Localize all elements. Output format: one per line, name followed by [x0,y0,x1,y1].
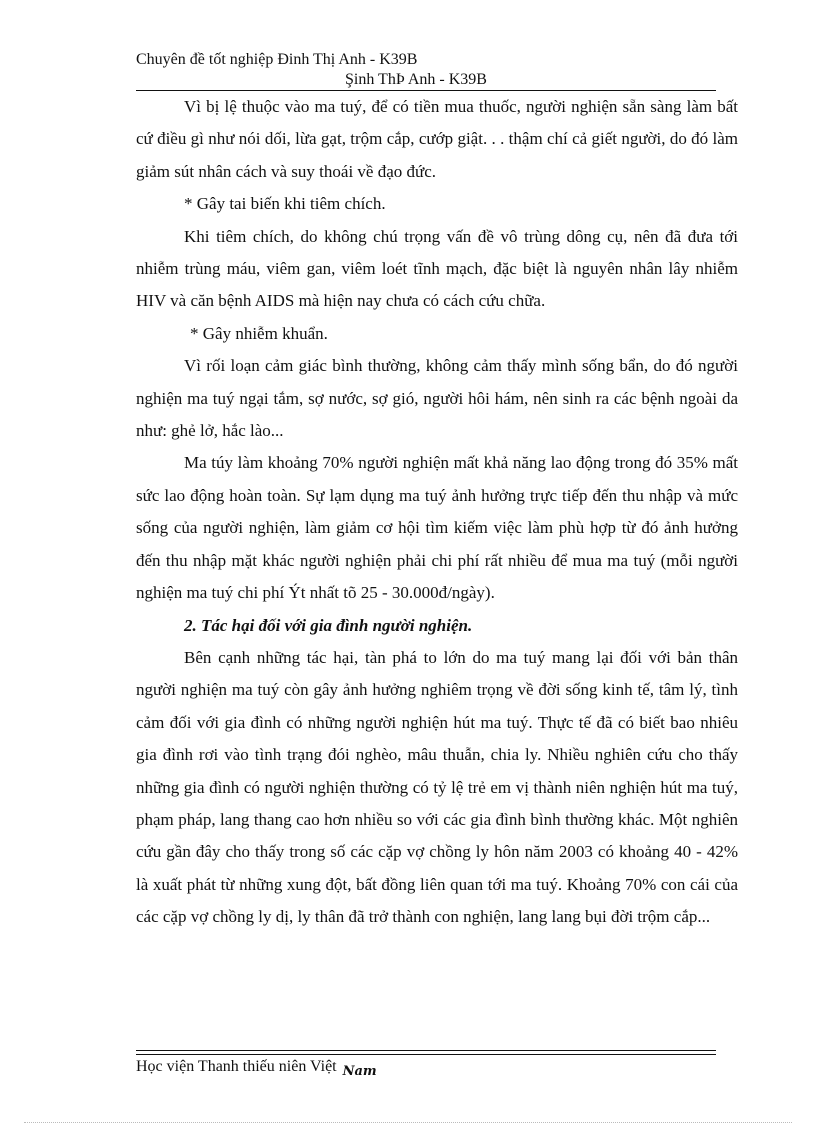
page-footer [136,1058,377,1079]
paragraph-injection: Khi tiêm chích, do không chú trọng vấn đề vô trùng dông cụ, nên đã đưa tới nhiễm trùng máu, viêm gan, viêm loét tĩnh mạch, đặc biệt là nguyên nhân lây nhiễm HIV và căn bệnh AIDS mà hiện nay chưa có cách cứu chữa. [136,226,738,311]
paragraph-family-impact: Bên cạnh những tác hại, tàn phá to lớn do ma tuý mang lại đối với bản thân người nghiện ma tuý còn gây ảnh hưởng nghiêm trọng về đời sống kinh tế, tâm lý, tình cảm đối với gia đình có những người nghiện hút ma tuý. Thực tế đã có biết bao nhiêu gia đình rơi vào tình trạng đói nghèo, mâu thuẫn, chia ly. Nhiều nghiên cứu cho thấy những gia đình có người nghiện thường có tỷ lệ trẻ em vị thành niên nghiện hút ma tuý, phạm pháp, lang thang cao hơn nhiều so với các gia đình bình thường khác. Một nghiên cứu gần đây cho thấy trong số các cặp vợ chồng ly hôn năm 2003 có khoảng 40 - 42% là xuất phát từ những xung đột, bất đồng liên quan tới ma tuý. Khoảng 70% con cái của các cặp vợ chồng ly dị, ly thân đã trở thành con nghiện, lang lang bụi đời trộm cắp... [136,647,738,927]
section-heading-family-harm: 2. Tác hại đối với gia đình người nghiện. [184,615,473,635]
header-title: Chuyên đề tốt nghiệp Đinh Thị Anh - K39B [136,51,418,68]
footer-institution: Học viện Thanh thiếu niên Việt [136,1058,337,1075]
bullet-injection-complications: * Gây tai biến khi tiêm chích. [184,194,386,214]
footer-divider [136,1050,716,1055]
paragraph-labor-loss: Ma túy làm khoảng 70% người nghiện mất khả năng lao động trong đó 35% mất sức lao động hoàn toàn. Sự lạm dụng ma tuý ảnh hưởng trực tiếp đến thu nhập và mức sống của người nghiện, làm giảm cơ hội tìm kiếm việc làm phù hợp từ đó ảnh hưởng đến thu nhập mặt khác người nghiện phải chi phí rất nhiều để mua ma tuý (mỗi người nghiện ma tuý chi phí Ýt nhất tõ 25 - 30.000đ/ngày). [136,453,738,603]
document-body [136,91,738,934]
paragraph-skin-diseases: Vì rối loạn cảm giác bình thường, không cảm thấy mình sống bẩn, do đó người nghiện ma tuý ngại tắm, sợ nước, sợ gió, người hôi hám, nên sinh ra các bệnh ngoài da như: ghẻ lở, hắc lào... [136,356,738,441]
footer-script-word: Nam [342,1064,377,1079]
bullet-infection: * Gây nhiễm khuẩn. [190,323,328,343]
header-author: Şinh ThÞ Anh - K39B [345,71,487,88]
paragraph-moral-decline: Vì bị lệ thuộc vào ma tuý, để có tiền mua thuốc, người nghiện sẵn sàng làm bất cứ điều gì như nói dối, lừa gạt, trộm cắp, cướp giật. . . thậm chí cả giết người, do đó làm giảm sút nhân cách và suy thoái về đạo đức. [136,97,738,181]
